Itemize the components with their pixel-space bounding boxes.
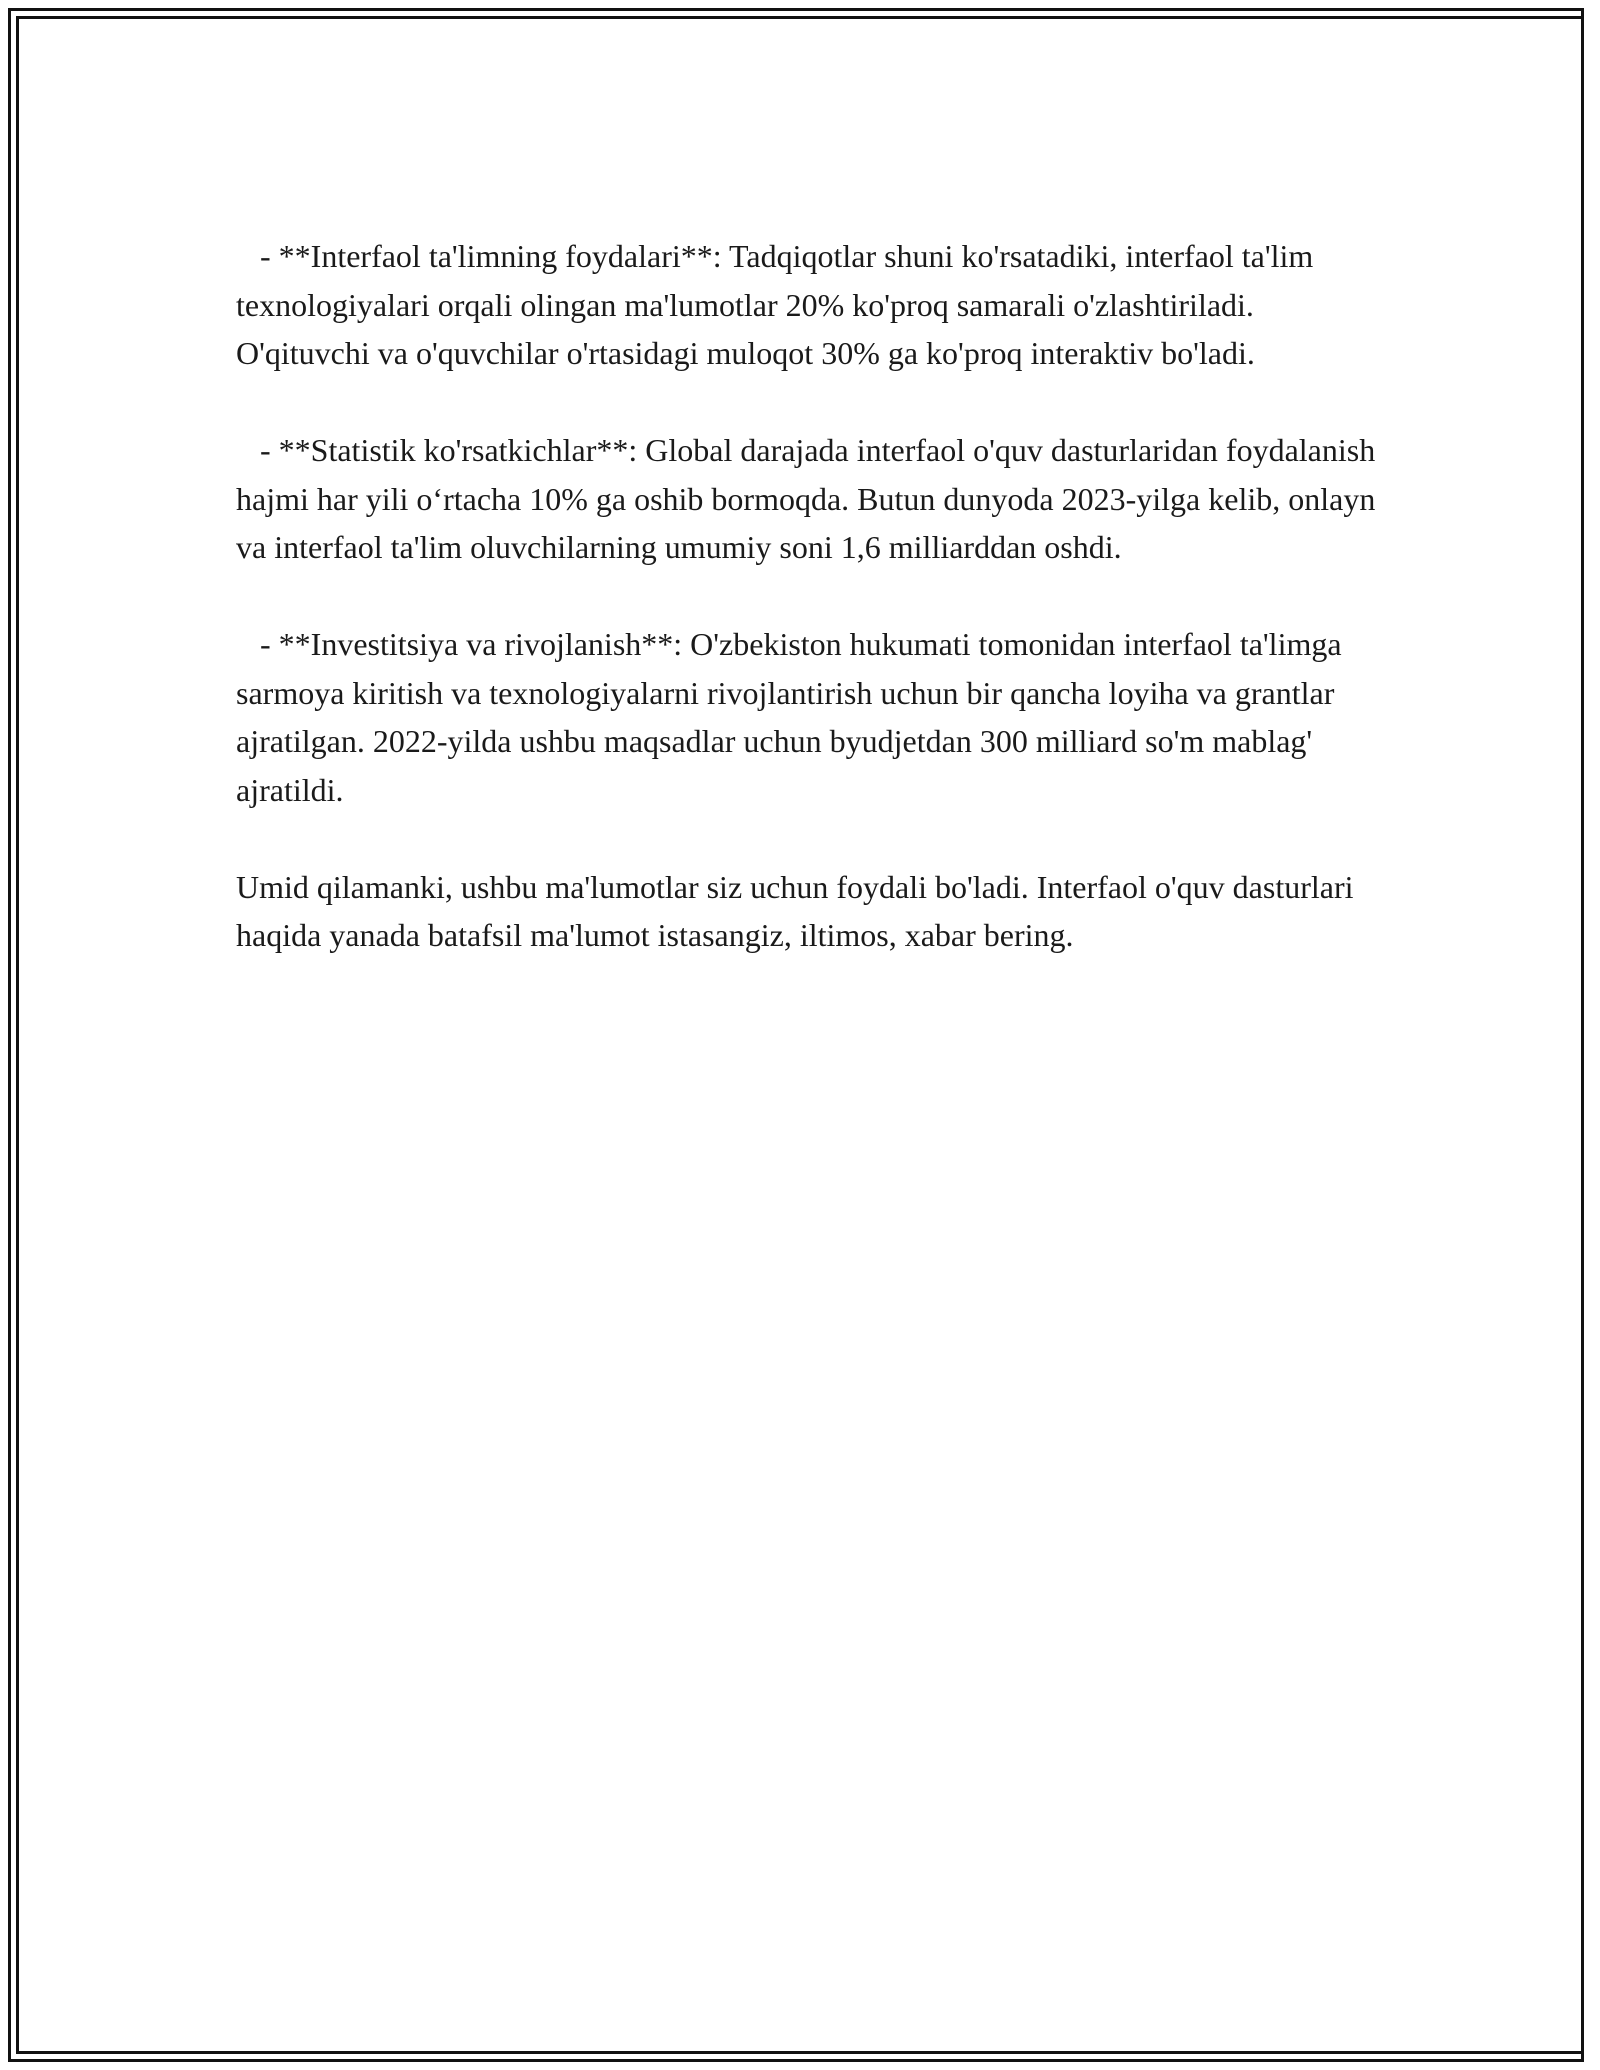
paragraph-interactive-learning-benefits: - **Interfaol ta'limning foydalari**: Tadqiqotlar shuni ko'rsatadiki, interfaol ta'lim texnologiyalari orqali olingan ma'lumotlar 20% ko'proq samarali o'zlashtiriladi. O'qituvchi va o'quvchilar o'rtasidagi muloqot 30% ga ko'proq interaktiv bo'ladi. [236, 238, 1322, 371]
paragraph-closing-note: Umid qilamanki, ushbu ma'lumotlar siz uchun foydali bo'ladi. Interfaol o'quv dasturlari haqida yanada batafsil ma'lumot istasangiz, iltimos, xabar bering. [236, 868, 1362, 953]
document-body [236, 232, 1386, 960]
paragraph-investment-development: - **Investitsiya va rivojlanish**: O'zbekiston hukumati tomonidan interfaol ta'limga sarmoya kiritish va texnologiyalarni rivojlantirish uchun bir qancha loyiha va grantlar ajratilgan. 2022-yilda ushbu maqsadlar uchun byudjetdan 300 milliard so'm mablag' ajratildi. [236, 626, 1350, 808]
paragraph-statistical-indicators: - **Statistik ko'rsatkichlar**: Global darajada interfaol o'quv dasturlaridan foydalanish hajmi har yili o‘rtacha 10% ga oshib bormoqda. Butun dunyoda 2023-yilga kelib, onlayn va interfaol ta'lim oluvchilarning umumiy soni 1,6 milliarddan oshdi. [236, 432, 1384, 565]
